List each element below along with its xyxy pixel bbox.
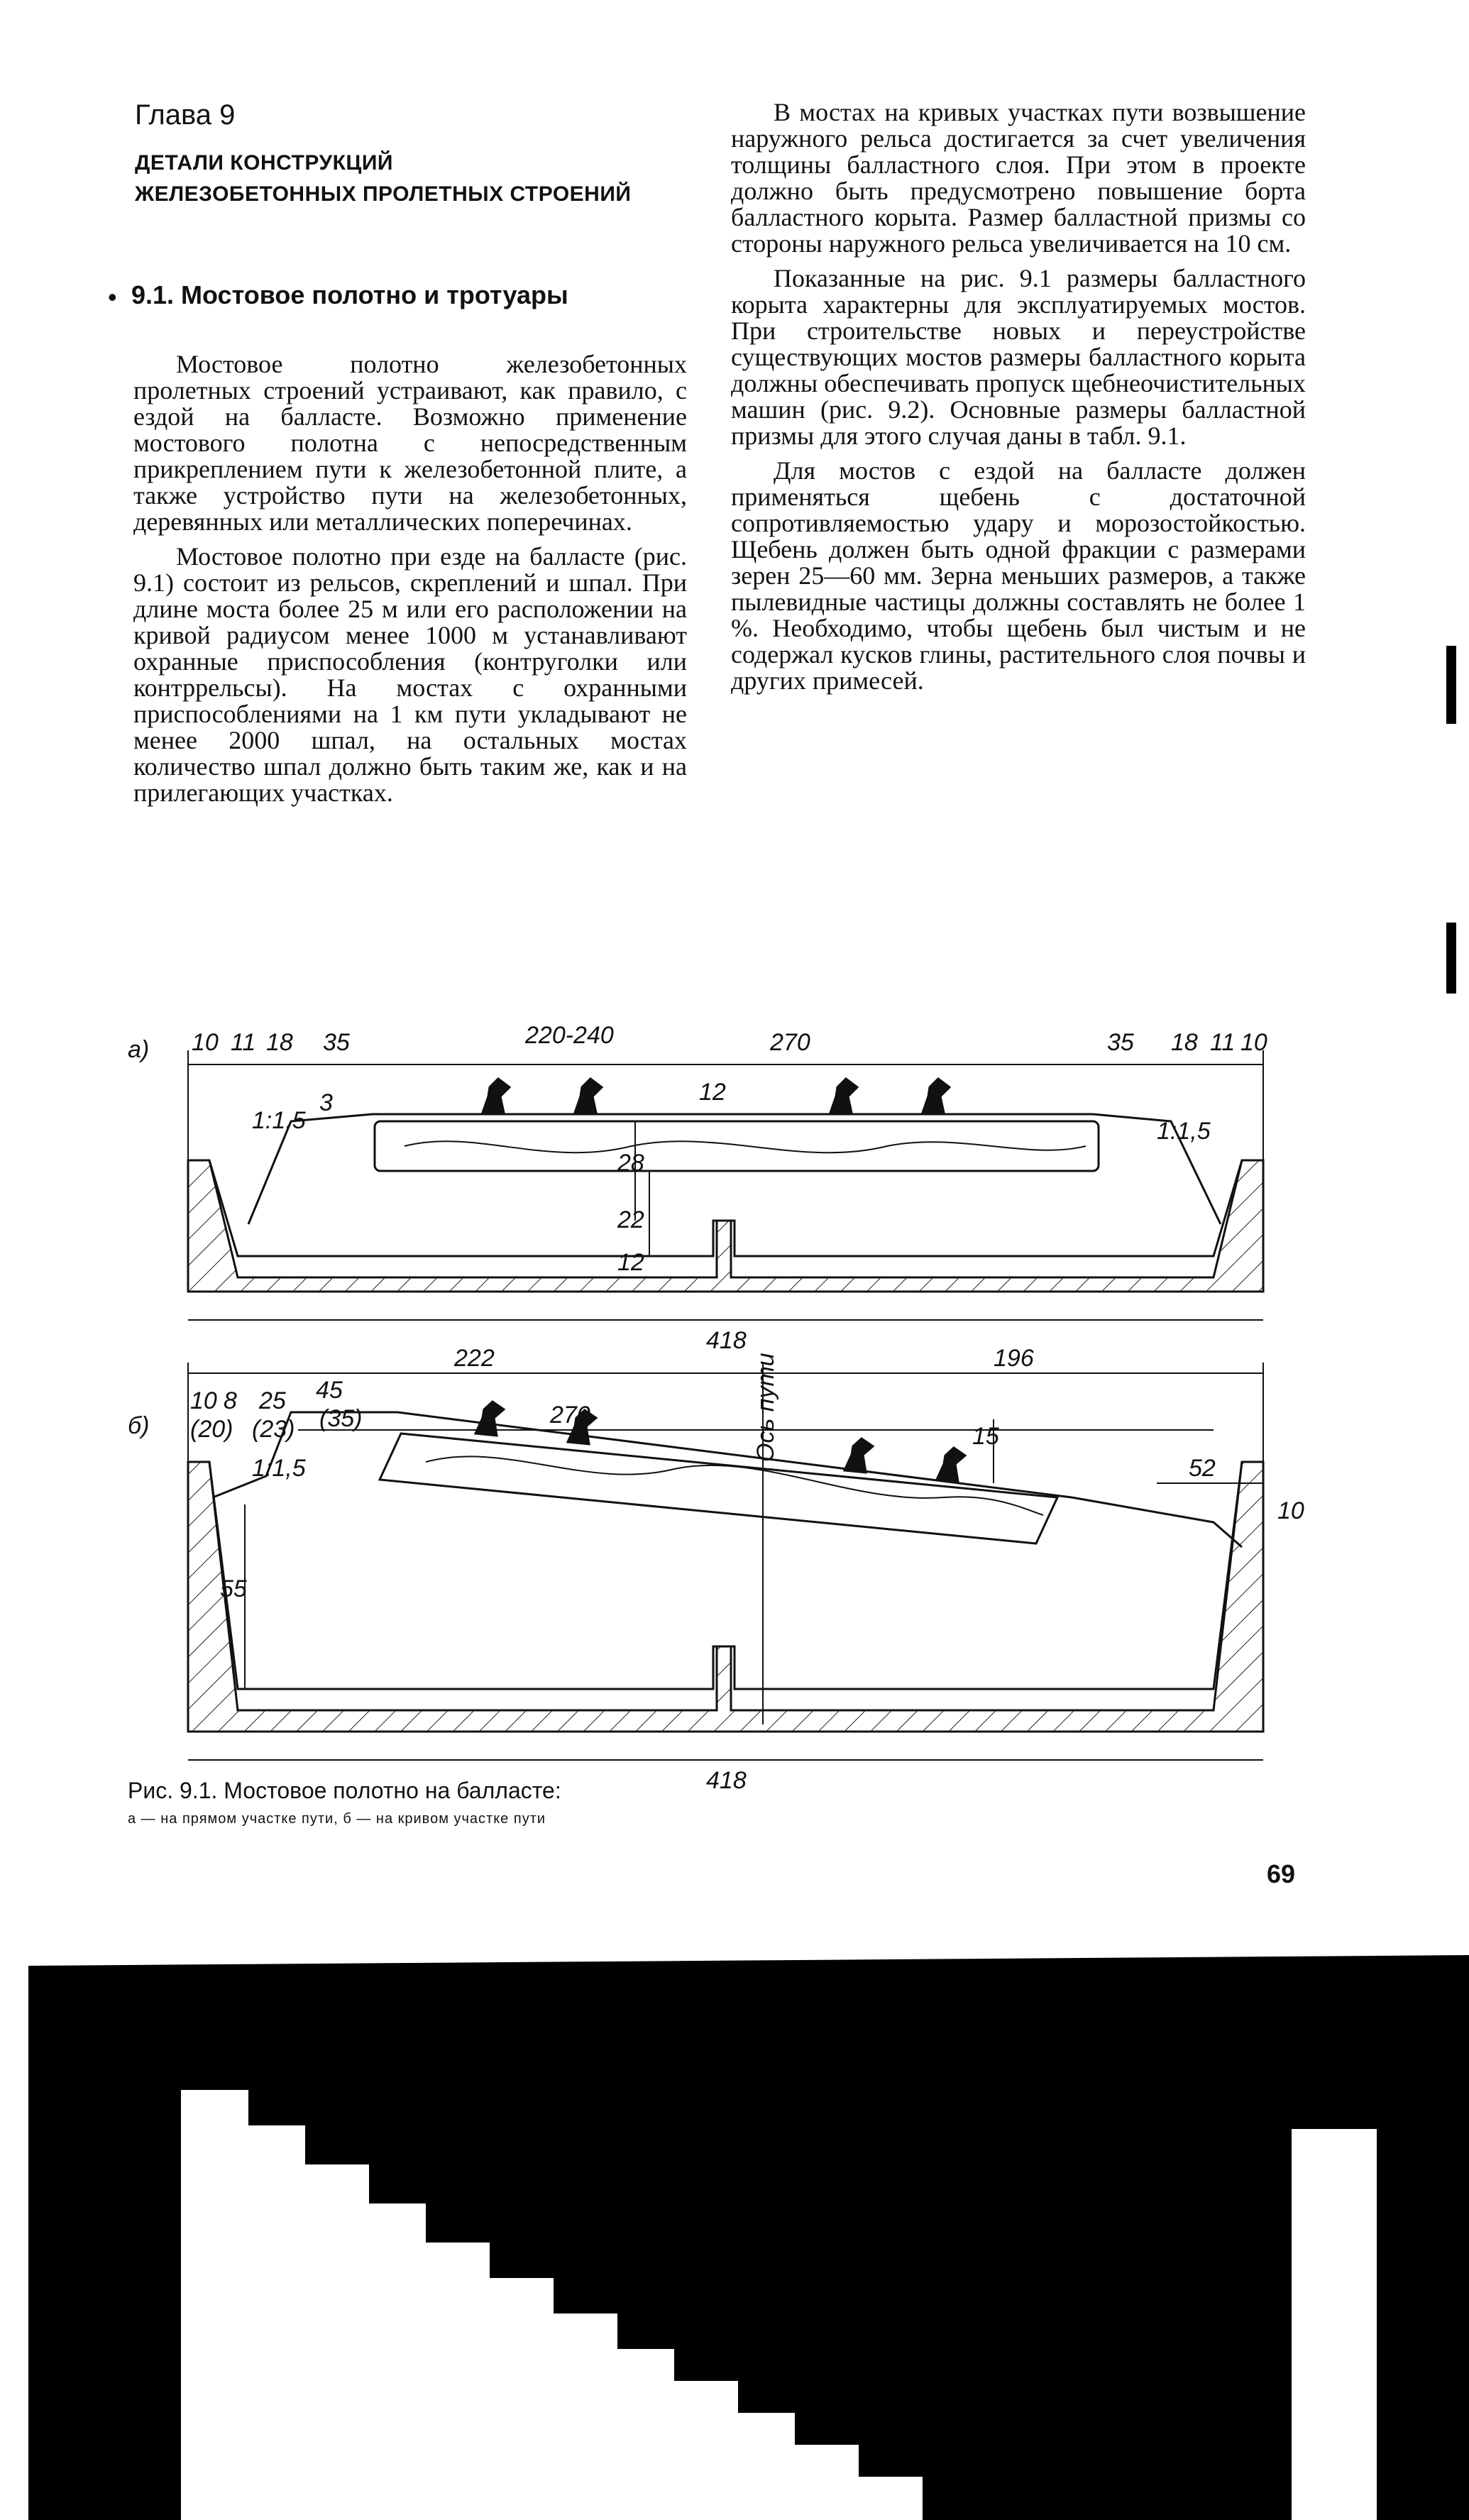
- dim-label: 35: [323, 1029, 350, 1056]
- dim-label: 18: [266, 1029, 293, 1056]
- dim-label: (35): [319, 1405, 363, 1432]
- dim-label: 55: [220, 1575, 247, 1602]
- dim-label: 52: [1189, 1455, 1216, 1482]
- dim-label: 45: [316, 1377, 343, 1404]
- chapter-title: [135, 148, 688, 210]
- dim-label: 12: [617, 1249, 644, 1276]
- left-column: [133, 351, 687, 815]
- dim-label: 196: [994, 1345, 1034, 1372]
- dim-label: 15: [972, 1423, 999, 1450]
- axis-label: Ось пути: [752, 1353, 779, 1462]
- dim-label: 35: [1107, 1029, 1134, 1056]
- dim-total: 418: [706, 1767, 747, 1794]
- figure-b-label: б): [128, 1412, 150, 1439]
- slope-label: 1:1,5: [252, 1107, 306, 1134]
- dim-label: (23): [252, 1416, 295, 1443]
- dim-label: 8: [224, 1387, 237, 1414]
- dim-total: 418: [706, 1327, 747, 1354]
- paragraph: Мостовое полотно при езде на балласте (рис. 9.1) состоит из рельсов, скреплений и шпал. При длине моста более 25 м или его расположении на кривой радиусом менее 1000 м устанавливают охранные приспособления (контруголки или контррельсы). На мостах с охранными приспособлениями на 1 км пути укладывают не менее 2000 шпал, на остальных мостах количество шпал должно быть таким же, как и на прилегающих участках.: [133, 542, 687, 807]
- dim-label: (20): [190, 1416, 233, 1443]
- dim-label: 28: [617, 1150, 644, 1177]
- figure-caption: Рис. 9.1. Мостовое полотно на балласте:: [128, 1778, 561, 1803]
- chapter-label: Глава 9: [135, 99, 236, 131]
- dim-label: 270: [550, 1402, 590, 1429]
- figure-a-label: а): [128, 1036, 150, 1063]
- dim-label: 270: [770, 1029, 810, 1056]
- dim-label: 10: [1277, 1497, 1304, 1524]
- paragraph: Мостовое полотно железобетонных пролетных строений устраивают, как правило, с ездой на балласте. Возможно применение мостового полотна с непосредственным прикреплением пути к железобетонной плите, а также устройство пути на железобетонных, деревянных или металлических поперечинах.: [133, 350, 687, 536]
- section-bullet: •: [108, 282, 117, 312]
- chapter-title-line-1: ДЕТАЛИ КОНСТРУКЦИЙ: [135, 151, 393, 175]
- chapter-title-line-2: ЖЕЛЕЗОБЕТОННЫХ ПРОЛЕТНЫХ СТРОЕНИЙ: [135, 182, 632, 206]
- dim-label: 10: [190, 1387, 217, 1414]
- scan-black-region: [0, 1916, 1469, 2520]
- paragraph: Для мостов с ездой на балласте должен применяться щебень с достаточной сопротивляемостью удару и морозостойкостью. Щебень должен быть одной фракции с размерами зерен 25—60 мм. Зерна меньших размеров, а также пылевидные частицы должны составлять не более 1 %. Необходимо, чтобы щебень был чистым и не содержал кусков глины, растительного слоя почвы и других примесей.: [731, 456, 1306, 695]
- paragraph: Показанные на рис. 9.1 размеры балластного корыта характерны для эксплуатируемых мостов. При строительстве новых и переустройстве существующих мостов размеры балластного корыта должны обеспечивать пропуск щебнеочистительных машин (рис. 9.2). Основные размеры балластной призмы для этого случая даны в табл. 9.1.: [731, 264, 1306, 450]
- slope-label: 1:1,5: [252, 1455, 306, 1482]
- dim-label: 22: [617, 1206, 644, 1233]
- dim-label: 11: [1210, 1029, 1236, 1056]
- dim-label: 12: [699, 1079, 726, 1106]
- section-title: 9.1. Мостовое полотно и тротуары: [131, 280, 568, 309]
- right-column: [731, 99, 1306, 703]
- scan-margin-mark: [1446, 646, 1456, 724]
- page-number: 69: [1267, 1859, 1296, 1888]
- dim-label: 220-240: [525, 1022, 614, 1049]
- dim-label: 10: [1240, 1029, 1267, 1056]
- dim-label: 11: [231, 1029, 256, 1056]
- dim-label: 222: [454, 1345, 495, 1372]
- dim-label: 10: [192, 1029, 219, 1056]
- scan-margin-mark: [1446, 923, 1456, 994]
- dim-label: 25: [259, 1387, 286, 1414]
- paragraph: В мостах на кривых участках пути возвышение наружного рельса достигается за счет увеличения толщины балластного слоя. При этом в проекте должно быть предусмотрено повышение борта балластного корыта. Размер балластной призмы со стороны наружного рельса увеличивается на 10 см.: [731, 98, 1306, 258]
- slope-label: 1:1,5: [1157, 1118, 1211, 1145]
- dim-label: 18: [1171, 1029, 1198, 1056]
- figure-caption-sub: а — на прямом участке пути, б — на кривом участке пути: [128, 1811, 546, 1827]
- dim-label: 3: [319, 1089, 333, 1116]
